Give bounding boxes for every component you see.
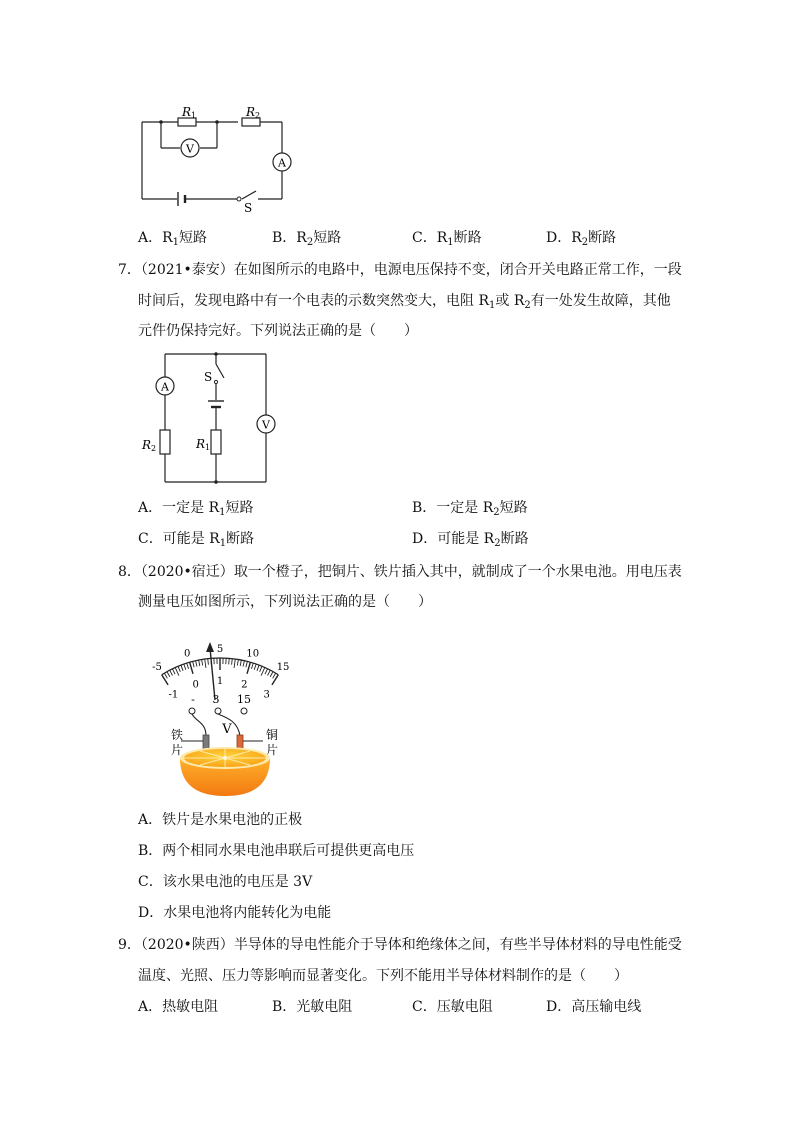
scale-tick bbox=[247, 662, 250, 674]
scale-tick bbox=[196, 661, 197, 667]
q6-option-c[interactable]: C．$R_1$断路 bbox=[412, 230, 482, 248]
q6-option-b[interactable]: B．$R_2$短路 bbox=[272, 230, 342, 248]
q9-stem-line1: 9．（2020•陕西）半导体的导电性能介于导体和绝缘体之间，有些半导体材料的导电性能受 bbox=[118, 937, 682, 953]
q7-r2-label: R2 bbox=[142, 438, 157, 453]
meter-v-label: V bbox=[222, 722, 232, 737]
terminal-minus-label: - bbox=[191, 693, 195, 706]
scale-tick bbox=[170, 670, 173, 675]
scale-tick bbox=[187, 663, 189, 669]
scale-tick bbox=[265, 669, 268, 674]
scale-tick bbox=[184, 664, 186, 670]
iron-label-2: 片 bbox=[171, 743, 184, 757]
scale-tick bbox=[202, 660, 203, 666]
q6-r2-label: R2 bbox=[246, 105, 261, 120]
q7-option-a[interactable]: A．一定是 $R_1$短路 bbox=[138, 500, 254, 518]
q7-stem-line1: 7．（2021•泰安）在如图所示的电路中，电源电压保持不变，闭合开关电路正常工作，一段 bbox=[118, 262, 682, 278]
q6-circuit-diagram bbox=[130, 98, 300, 214]
scale-tick bbox=[272, 675, 278, 685]
scale-tick bbox=[229, 658, 230, 664]
scale-tick bbox=[260, 666, 262, 672]
upper-tick-label: 10 bbox=[246, 648, 260, 660]
lower-tick-label: 3 bbox=[263, 689, 270, 701]
q7-stem-line2: 时间后，发现电路中有一个电表的示数突然变大，电阻 $R_1$或 $R_2$有一处发生故障，其他 bbox=[138, 293, 671, 311]
q7-voltmeter-label: V bbox=[262, 418, 270, 432]
scale-tick bbox=[208, 659, 209, 665]
q9-option-b[interactable]: B．光敏电阻 bbox=[272, 999, 353, 1015]
scale-tick bbox=[199, 660, 200, 666]
orange-half-image bbox=[180, 747, 270, 796]
copper-label: 铜 bbox=[266, 728, 279, 742]
lower-tick-label: 0 bbox=[192, 679, 199, 691]
scale-tick bbox=[167, 672, 170, 677]
scale-tick bbox=[237, 660, 238, 666]
q7-circuit-diagram bbox=[138, 348, 278, 488]
upper-tick-label: 0 bbox=[184, 648, 191, 660]
scale-tick bbox=[240, 660, 241, 666]
q8-option-a[interactable]: A．铁片是水果电池的正极 bbox=[138, 812, 303, 828]
upper-tick-label: 15 bbox=[276, 662, 290, 674]
q8-stem-line1: 8．（2020•宿迁）取一个橙子，把铜片、铁片插入其中，就制成了一个水果电池。用电压表 bbox=[118, 564, 682, 580]
q6-switch-label: S bbox=[244, 201, 253, 214]
q7-ammeter-label: A bbox=[161, 380, 169, 394]
iron-label: 铁 bbox=[171, 728, 184, 742]
lower-tick-label: 2 bbox=[241, 679, 248, 691]
meter-needle bbox=[206, 642, 215, 700]
q9-option-a[interactable]: A．热敏电阻 bbox=[138, 999, 219, 1015]
lower-tick-label: 1 bbox=[216, 676, 224, 687]
q6-ammeter-label: A bbox=[278, 156, 286, 170]
scale-tick bbox=[243, 661, 244, 667]
scale-tick bbox=[181, 665, 183, 671]
q7-stem-line3: 元件仍保持完好。下列说法正确的是（ ） bbox=[138, 323, 418, 339]
q6-option-d[interactable]: D．$R_2$断路 bbox=[546, 230, 617, 248]
scale-tick bbox=[251, 663, 253, 669]
scale-tick bbox=[268, 670, 271, 675]
scale-tick bbox=[270, 672, 273, 677]
terminal-3 bbox=[215, 708, 221, 714]
scale-tick bbox=[162, 675, 168, 685]
terminal-15 bbox=[241, 708, 247, 714]
q7-option-c[interactable]: C．可能是 $R_1$断路 bbox=[138, 531, 255, 549]
q7-r1-label: R1 bbox=[196, 437, 211, 452]
scale-tick bbox=[193, 661, 194, 667]
scale-tick bbox=[172, 669, 175, 674]
scale-tick bbox=[234, 659, 235, 668]
upper-tick-label: 5 bbox=[216, 644, 224, 655]
q9-stem-line2: 温度、光照、压力等影响而显著变化。下列不能用半导体材料制作的是（ ） bbox=[138, 968, 628, 984]
scale-tick bbox=[190, 662, 193, 674]
q8-fruit-battery-diagram bbox=[140, 618, 320, 800]
q9-option-d[interactable]: D．高压输电线 bbox=[546, 999, 642, 1015]
scale-tick bbox=[232, 659, 233, 665]
scale-tick bbox=[257, 665, 259, 671]
upper-tick-label: -5 bbox=[152, 662, 162, 674]
q6-r1-label: R1 bbox=[182, 105, 197, 120]
terminal-15-label: 15 bbox=[237, 693, 251, 706]
terminal-3-label: 3 bbox=[212, 693, 220, 706]
q8-option-d[interactable]: D．水果电池将内能转化为电能 bbox=[138, 905, 332, 921]
q8-stem-line2: 测量电压如图所示，下列说法正确的是（ ） bbox=[138, 594, 432, 610]
scale-tick bbox=[254, 664, 256, 670]
q8-option-b[interactable]: B．两个相同水果电池串联后可提供更高电压 bbox=[138, 843, 415, 859]
copper-label-2: 片 bbox=[266, 743, 279, 757]
q7-option-d[interactable]: D．可能是 $R_2$断路 bbox=[412, 531, 529, 549]
q8-option-c[interactable]: C．该水果电池的电压是 3V bbox=[138, 874, 313, 890]
scale-tick bbox=[175, 668, 179, 676]
scale-tick bbox=[273, 673, 276, 678]
lower-tick-label: -1 bbox=[168, 689, 179, 701]
scale-tick bbox=[164, 673, 167, 678]
scale-tick bbox=[246, 661, 247, 667]
q6-voltmeter-label: V bbox=[186, 142, 194, 156]
scale-tick bbox=[178, 666, 180, 672]
q7-switch-label: S bbox=[204, 370, 213, 384]
q7-option-b[interactable]: B．一定是 $R_2$短路 bbox=[412, 500, 528, 518]
terminal-minus bbox=[189, 708, 195, 714]
q9-option-c[interactable]: C．压敏电阻 bbox=[412, 999, 493, 1015]
scale-tick bbox=[205, 659, 206, 668]
q6-option-a[interactable]: A．$R_1$短路 bbox=[138, 230, 208, 248]
scale-tick bbox=[261, 668, 265, 676]
